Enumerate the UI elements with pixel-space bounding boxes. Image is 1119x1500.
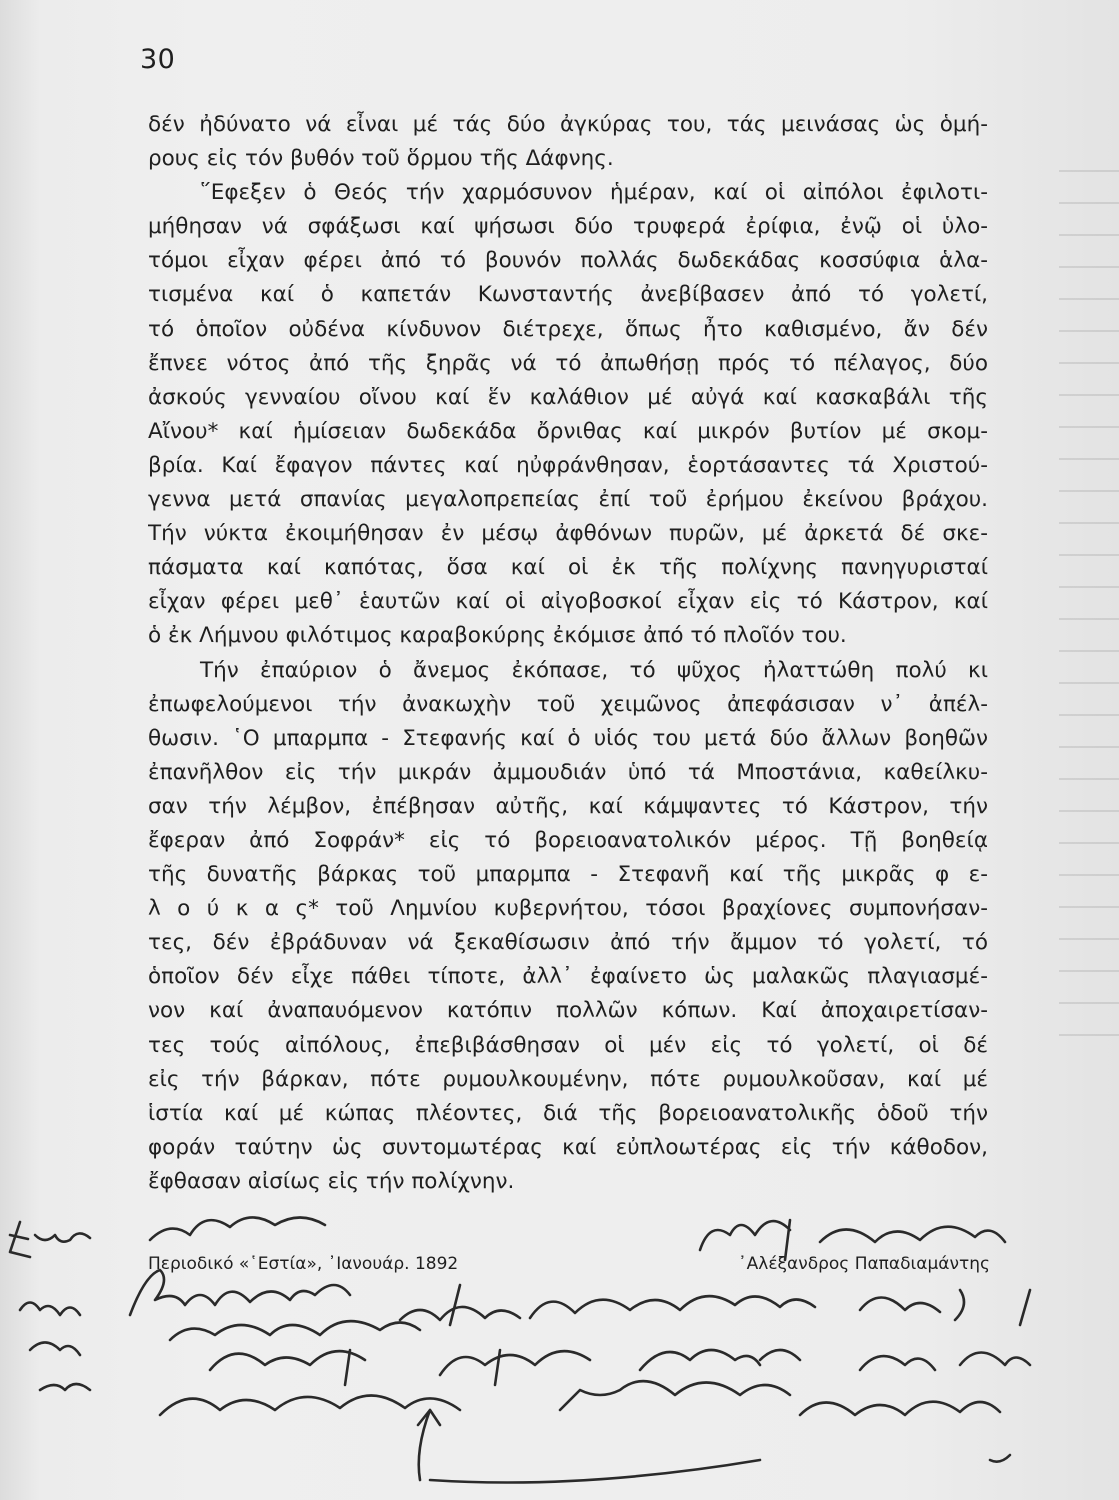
citation-footer (148, 1254, 990, 1280)
body-text (148, 108, 988, 1199)
text-line: τες τούς αἰπόλους, ἐπεβιβάσθησαν οἱ μέν εἰς τό γολετί, οἱ δέ (148, 1032, 988, 1058)
text-line: θωσιν. ῾Ο μπαρμπα - Στεφανής καί ὁ υἱός του μετά δύο ἄλλων βοηθῶν (148, 725, 988, 751)
text-line: γεννα μετά σπανίας μεγαλοπρεπείας ἐπί τοῦ ἐρήμου ἐκείνου βράχου. (148, 487, 988, 513)
text-line: εἶχαν φέρει μεθ᾽ ἑαυτῶν καί οἱ αἰγοβοσκοί εἶχαν εἰς τό Κάστρον, καί (148, 589, 988, 615)
text-line: ἐπανῆλθον εἰς τήν μικράν ἀμμουδιάν ὑπό τά Μποστάνια, καθείλκυ- (148, 759, 988, 785)
page-number: 30 (140, 44, 176, 75)
text-line: σαν τήν λέμβον, ἐπέβησαν αὐτῆς, καί κάμψαντες τό Κάστρον, τήν (148, 793, 988, 819)
text-line: Αἴνου* καί ἡμίσειαν δωδεκάδα ὄρνιθας καί μικρόν βυτίον μέ σκομ- (148, 418, 988, 444)
text-line: δέν ἠδύνατο νά εἶναι μέ τάς δύο ἀγκύρας του, τάς μεινάσας ὡς ὁμή- (148, 112, 988, 137)
text-line: ἔφεραν ἀπό Σοφράν* εἰς τό βορειοανατολικόν μέρος. Τῇ βοηθείᾳ (148, 827, 988, 853)
text-line: ἱστία καί μέ κώπας πλέοντες, διά τῆς βορειοανατολικῆς ὁδοῦ τήν (148, 1100, 988, 1126)
text-line: μήθησαν νά σφάξωσι καί ψήσωσι δύο τρυφερά ἐρίφια, ἐνῷ οἱ ὑλο- (148, 214, 988, 240)
text-line: Τήν ἐπαύριον ὁ ἄνεμος ἐκόπασε, τό ψῦχος ἠλαττώθη πολύ κι (200, 657, 988, 683)
text-line: λ ο ύ κ α ς* τοῦ Λημνίου κυβερνήτου, τόσοι βραχίονες συμπονήσαν- (148, 896, 988, 922)
text-line: ὁποῖον δέν εἶχε πάθει τίποτε, ἀλλ᾽ ἐφαίνετο ὡς μαλακῶς πλαγιασμέ- (148, 964, 988, 990)
text-line: εἰς τήν βάρκαν, πότε ρυμουλκουμένην, πότε ρυμουλκοῦσαν, καί μέ (148, 1066, 988, 1092)
bleed-through-shadow (1059, 140, 1119, 1040)
text-line: βρία. Καί ἔφαγον πάντες καί ηὐφράνθησαν, ἑορτάσαντες τά Χριστού- (148, 452, 988, 478)
text-line: ἀσκούς γενναίου οἴνου καί ἕν καλάθιον μέ αὐγά καί κασκαβάλι τῆς (148, 384, 988, 410)
text-line: φοράν ταύτην ὡς συντομωτέρας καί εὐπλοωτέρας εἰς τήν κάθοδον, (148, 1134, 988, 1160)
text-line: τῆς δυνατῆς βάρκας τοῦ μπαρμπα - Στεφανῆ καί τῆς μικρᾶς φ ε- (148, 862, 988, 888)
text-line: ρους εἰς τόν βυθόν τοῦ ὅρμου τῆς Δάφνης. (148, 146, 614, 172)
author-name: ᾽Αλέξανδρος Παπαδιαμάντης (738, 1254, 990, 1274)
text-line: ῞Εφεξεν ὁ Θεός τήν χαρμόσυνον ἡμέραν, καί οἱ αἰπόλοι ἐφιλοτι- (200, 180, 988, 206)
handwritten-scribble-icon (0, 1180, 1119, 1500)
text-line: ἔπνεε νότος ἀπό τῆς ξηρᾶς νά τό ἀπωθήσῃ πρός τό πέλαγος, δύο (148, 350, 988, 376)
source-citation: Περιοδικό «῾Εστία», ᾽Ιανουάρ. 1892 (148, 1254, 459, 1274)
text-line: τό ὁποῖον οὐδένα κίνδυνον διέτρεχε, ὅπως ἦτο καθισμένο, ἄν δέν (148, 316, 988, 342)
text-line: τόμοι εἶχαν φέρει ἀπό τό βουνόν πολλάς δωδεκάδας κοσσύφια ἁλα- (148, 248, 988, 274)
text-line: τες, δέν ἐβράδυναν νά ξεκαθίσωσιν ἀπό τήν ἄμμον τό γολετί, τό (148, 930, 988, 956)
text-line: πάσματα καί καπότας, ὅσα καί οἱ ἐκ τῆς πολίχνης πανηγυρισταί (148, 555, 988, 581)
text-line: ἔφθασαν αἰσίως εἰς τήν πολίχνην. (148, 1168, 515, 1194)
text-line: ἐπωφελούμενοι τήν ἀνακωχὴν τοῦ χειμῶνος ἀπεφάσισαν ν᾽ ἀπέλ- (148, 691, 988, 717)
text-line: τισμένα καί ὁ καπετάν Κωνσταντής ἀνεβίβασεν ἀπό τό γολετί, (148, 282, 988, 308)
text-line: νον καί ἀναπαυόμενον κατόπιν πολλῶν κόπων. Καί ἀποχαιρετίσαν- (148, 998, 988, 1024)
text-line: ὁ ἐκ Λήμνου φιλότιμος καραβοκύρης ἐκόμισε ἀπό τό πλοῖόν του. (148, 623, 847, 649)
text-line: Τήν νύκτα ἐκοιμήθησαν ἐν μέσῳ ἀφθόνων πυρῶν, μέ ἀρκετά δέ σκε- (148, 521, 988, 547)
